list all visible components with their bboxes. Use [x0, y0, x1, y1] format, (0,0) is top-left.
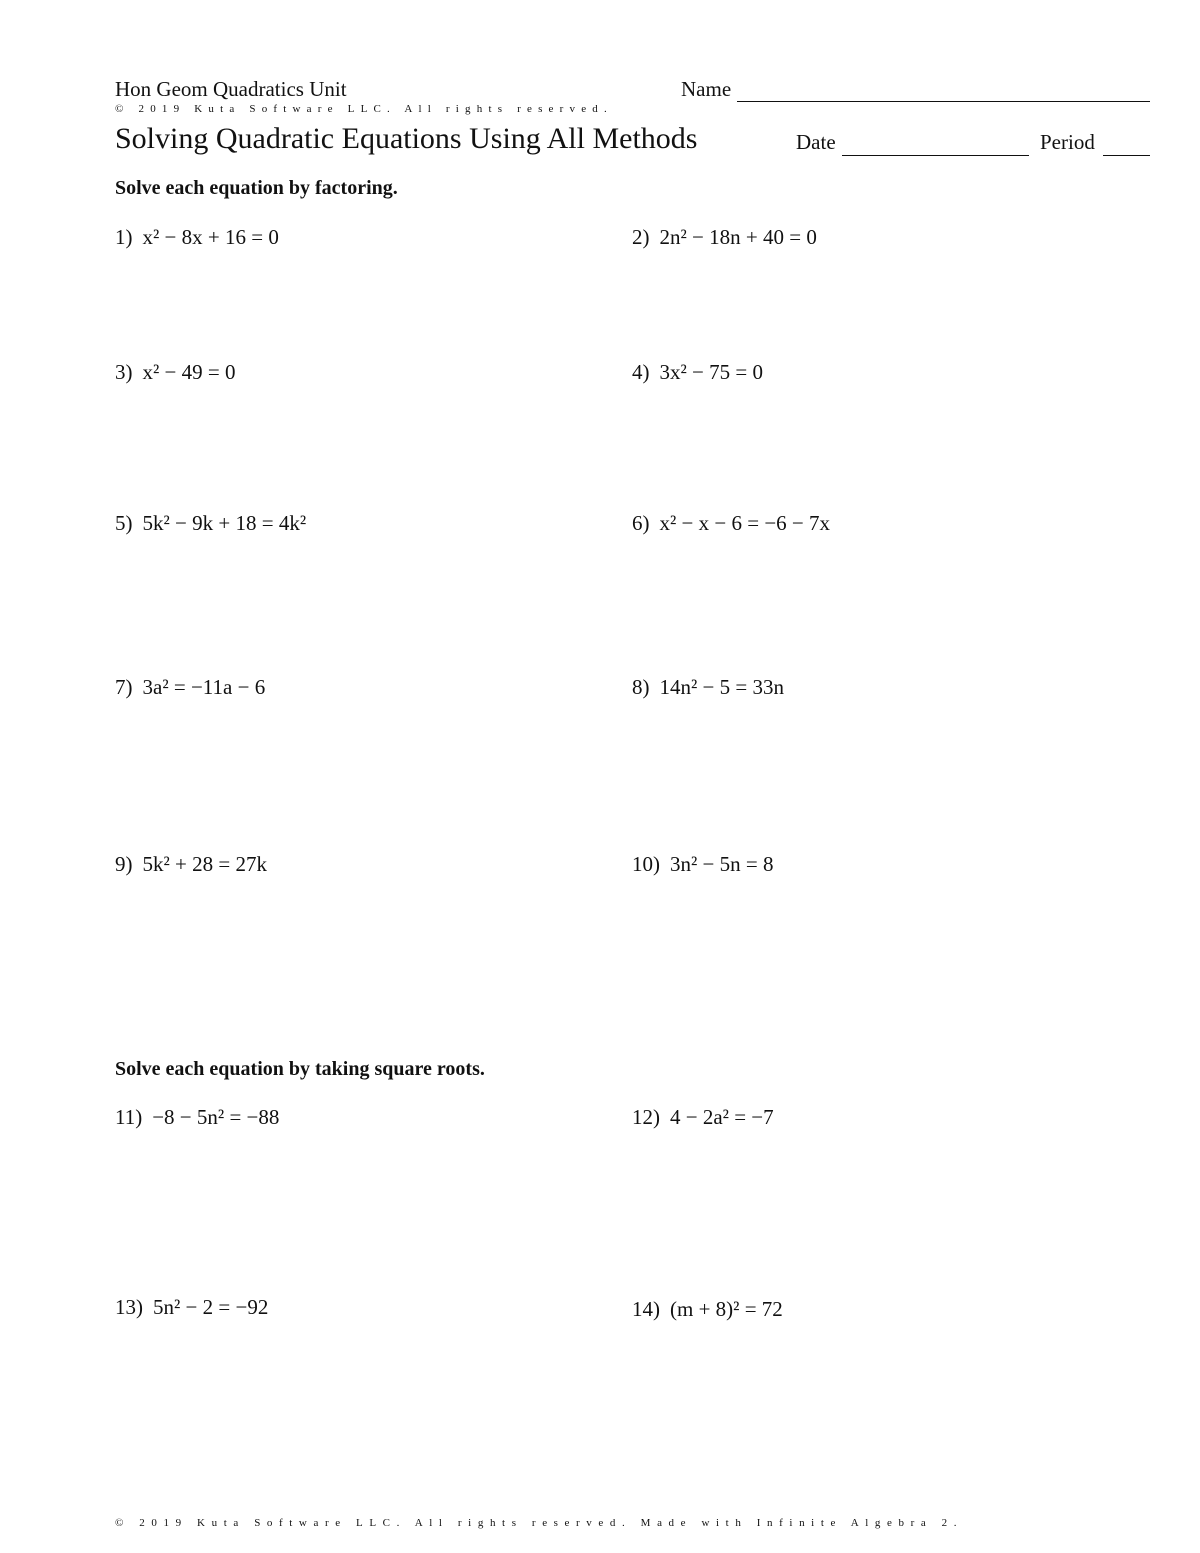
- problem-number: 14): [632, 1297, 660, 1321]
- problem-14: [632, 1297, 783, 1322]
- problem-4: [632, 360, 763, 385]
- name-blank-line: [737, 101, 1150, 102]
- date-blank-line: [842, 155, 1029, 156]
- date-label: Date: [796, 130, 836, 154]
- problem-equation: 3x² − 75 = 0: [659, 360, 763, 384]
- problem-number: 7): [115, 675, 133, 699]
- problem-number: 3): [115, 360, 133, 384]
- problem-equation: 4 − 2a² = −7: [670, 1105, 774, 1129]
- problem-number: 10): [632, 852, 660, 876]
- problem-7: [115, 675, 265, 700]
- problem-number: 4): [632, 360, 650, 384]
- problem-equation: 14n² − 5 = 33n: [659, 675, 784, 699]
- problem-number: 2): [632, 225, 650, 249]
- problem-equation: 3a² = −11a − 6: [142, 675, 266, 699]
- problem-equation: −8 − 5n² = −88: [152, 1105, 280, 1129]
- problem-number: 8): [632, 675, 650, 699]
- problem-equation: x² − 49 = 0: [142, 360, 236, 384]
- period-label: Period: [1040, 130, 1095, 154]
- problem-9: [115, 852, 267, 877]
- problem-number: 9): [115, 852, 133, 876]
- section-instruction-factoring: Solve each equation by factoring.: [115, 177, 398, 199]
- problem-number: 5): [115, 511, 133, 535]
- problem-equation: 5n² − 2 = −92: [153, 1295, 269, 1319]
- problem-12: [632, 1105, 774, 1130]
- problem-number: 1): [115, 225, 133, 249]
- problem-number: 6): [632, 511, 650, 535]
- problem-1: [115, 225, 279, 250]
- problem-8: [632, 675, 784, 700]
- problem-11: [115, 1105, 279, 1130]
- problem-equation: 5k² − 9k + 18 = 4k²: [142, 511, 307, 535]
- problem-number: 11): [115, 1105, 143, 1129]
- problem-5: [115, 511, 306, 536]
- name-label: Name: [681, 77, 732, 101]
- problem-10: [632, 852, 773, 877]
- problem-equation: 3n² − 5n = 8: [670, 852, 774, 876]
- problem-equation: 2n² − 18n + 40 = 0: [659, 225, 817, 249]
- problem-13: [115, 1295, 268, 1320]
- problem-equation: 5k² + 28 = 27k: [142, 852, 267, 876]
- problem-6: [632, 511, 830, 536]
- problem-equation: x² − 8x + 16 = 0: [142, 225, 279, 249]
- problem-number: 12): [632, 1105, 660, 1129]
- course-name: Hon Geom Quadratics Unit: [115, 77, 347, 101]
- problem-2: [632, 225, 817, 250]
- problem-equation: x² − x − 6 = −6 − 7x: [659, 511, 831, 535]
- worksheet-title: Solving Quadratic Equations Using All Methods: [115, 122, 698, 155]
- section-instruction-square-roots: Solve each equation by taking square roots.: [115, 1058, 485, 1080]
- problem-number: 13): [115, 1295, 143, 1319]
- footer-copyright: © 2019 Kuta Software LLC. All rights reserved. Made with Infinite Algebra 2.: [115, 1517, 964, 1529]
- copyright-notice: © 2019 Kuta Software LLC. All rights reserved.: [115, 103, 613, 115]
- problem-equation: (m + 8)² = 72: [670, 1297, 783, 1321]
- period-blank-line: [1103, 155, 1150, 156]
- problem-3: [115, 360, 235, 385]
